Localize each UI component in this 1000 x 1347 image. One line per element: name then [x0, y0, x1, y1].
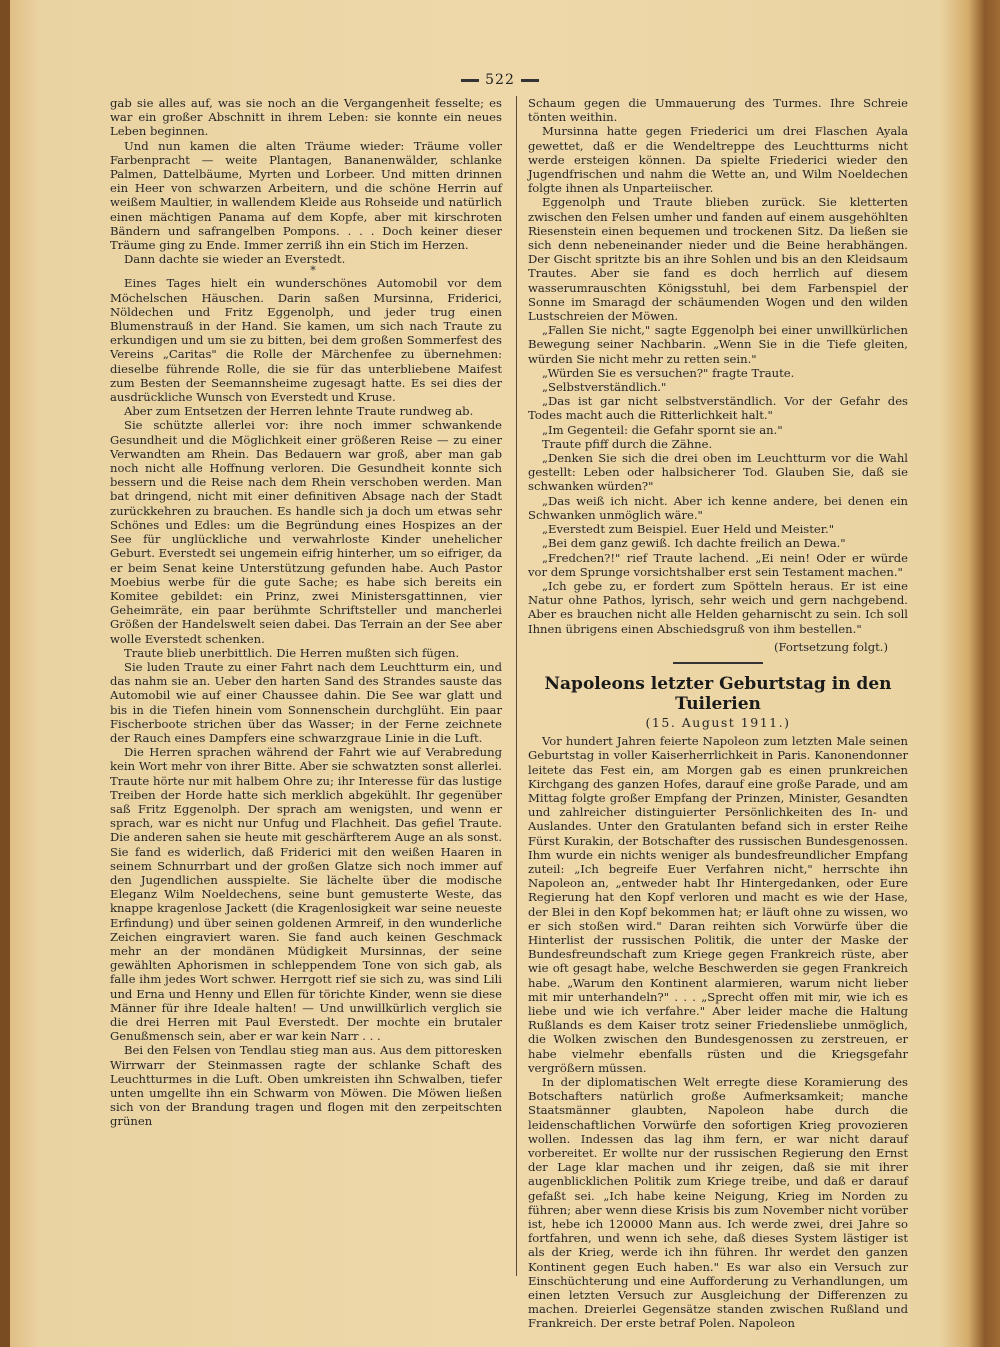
section-star: * — [310, 264, 316, 278]
binding-gutter — [0, 0, 10, 1347]
paragraph: Traute pfiff durch die Zähne. — [542, 436, 713, 451]
page-number: 522 — [485, 72, 515, 88]
paragraph: gab sie alles auf, was sie noch an die Vergangenheit fesselte; es war ein großer Abschnitt in ihrem Leben: sie konnte ein neues Leben beginnen. — [110, 96, 502, 139]
paragraph: „Fallen Sie nicht," sagte Eggenolph bei einer unwillkürlichen Bewegung seiner Nachbarin. „Wenn Sie in die Tiefe gleiten, würden Sie nicht mehr zu retten sein." — [528, 323, 908, 366]
paragraph: Eggenolph und Traute blieben zurück. Sie kletterten zwischen den Felsen umher und fanden auf einem ausgehöhlten Riesenstein einen bequemen und trockenen Sitz. Da ließen sie sich denn nebeneinander nieder und die Beine herabhängen. Der Gischt spritzte bis an ihre Sohlen und bis an den Kleidsaum Trautes. Aber sie fand es doch herrlich auf diesem wasserumrauschten Königsstuhl, bei dem Farbenspiel der Sonne im Smaragd der schäumenden Wogen und den wilden Lustschreien der Möwen. — [528, 195, 908, 324]
paragraph: „Denken Sie sich die drei oben im Leuchtturm vor die Wahl gestellt: Leben oder halbsicherer Tod. Glauben Sie, daß sie schwanken würden?" — [528, 451, 908, 494]
paragraph: Und nun kamen die alten Träume wieder: Träume voller Farbenpracht — weite Plantagen, Bananenwälder, schlanke Palmen, Dattelbäume, Myrten und Lorbeer. Und mitten drinnen ein Heer von schwarzen Arbeitern, und die schöne Herrin auf weißem Maultier, in wallendem Kleide aus Rohseide und natürlich einen mächtigen Panama auf dem Kopfe, aber mit kirschroten Bändern und safrangelben Pompons. . . . Doch keiner dieser Träume ging zu Ende. Immer zerriß ihn ein Stich im Herzen. — [110, 138, 502, 253]
paragraph: „Das weiß ich nicht. Aber ich kenne andere, bei denen ein Schwanken unmöglich wäre." — [528, 493, 908, 522]
page-header — [0, 72, 1000, 88]
paragraph: Traute blieb unerbittlich. Die Herren mußten sich fügen. — [124, 645, 460, 660]
paragraph: „Im Gegenteil: die Gefahr spornt sie an." — [542, 422, 783, 437]
header-dash-left — [461, 79, 479, 82]
paragraph: „Fredchen?!" rief Traute lachend. „Ei nein! Oder er würde vor dem Sprunge vorsichtshalber erst sein Testament machen." — [528, 550, 908, 579]
paragraph: „Everstedt zum Beispiel. Euer Held und Meister." — [542, 522, 835, 537]
paragraph: „Selbstverständlich." — [542, 380, 667, 395]
paragraph: Aber zum Entsetzen der Herren lehnte Traute rundweg ab. — [124, 404, 474, 419]
column-divider — [516, 96, 517, 1276]
left-column — [110, 96, 502, 1129]
article-dateline: (15. August 1911.) — [645, 714, 791, 730]
paragraph: Eines Tages hielt ein wunderschönes Automobil vor dem Möchelschen Häuschen. Darin saßen Mursinna, Friderici, Nöldechen und Fritz Eggenolph, und jeder trug einen Blumenstrauß in der Hand. Sie kamen, um sich nach Traute zu erkundigen und um sie zu bitten, bei dem großen Sommerfest des Vereins „Caritas" die Rolle der Märchenfee zu übernehmen: dieselbe führende Rolle, die sie für das unterbliebene Maifest zum Besten der Seemannsheime zugesagt hatte. Es sei dies der ausdrückliche Wunsch von Everstedt und Kruse. — [110, 276, 502, 405]
article-headline: Napoleons letzter Geburtstag in den Tuilerien — [544, 673, 892, 714]
header-dash-right — [521, 79, 539, 82]
right-column — [528, 96, 908, 1331]
paragraph: In der diplomatischen Welt erregte diese Koramierung des Botschafters natürlich große Aufmerksamkeit; manche Staatsmänner glaubten, Napoleon habe durch die leidenschaftlichen Vorwürfe den sofortigen Krieg provozieren wollen. Indessen das lag ihm fern, er war nicht darauf vorbereitet. Er wollte nur der russischen Regierung den Ernst der Lage klar machen und ihr zeigen, daß sie mit ihrer augenblicklichen Politik zum Kriege treibe, und daß er darauf gefaßt sei. „Ich habe keine Neigung, Krieg im Norden zu führen; aber wenn diese Krisis bis zum November nicht vorüber ist, hebe ich 120000 Mann aus. Ich werde zwei, drei Jahre so fortfahren, und wenn ich sehe, daß dieses System lästiger ist als der Krieg, werde ich ihn führen. Ihr werdet den ganzen Kontinent gegen Euch haben." Es war also ein Versuch zur Einschüchterung und eine Aufforderung zu Verhandlungen, um einen letzten Versuch zur Ausgleichung der Differenzen zu machen. Dreierlei Gegensätze standen zwischen Rußland und Frankreich. Der erste betraf Polen. Napoleon — [528, 1075, 908, 1331]
paragraph: Sie luden Traute zu einer Fahrt nach dem Leuchtturm ein, und das nahm sie an. Ueber den harten Sand des Strandes sauste das Automobil wie auf einer Chaussee dahin. Die See war glatt und bis in die Tiefen hinein vom Sonnenschein durchglüht. Ein paar Fischerboote strichen über das Wasser; in der Ferne zeichnete der Rauch eines Dampfers eine schwarzgraue Linie in die Luft. — [110, 659, 502, 745]
continuation-note: (Fortsetzung folgt.) — [773, 639, 888, 654]
story-continuation — [528, 96, 908, 636]
paragraph: Schaum gegen die Ummauerung des Turmes. Ihre Schreie tönten weithin. — [528, 96, 908, 125]
paragraph: Mursinna hatte gegen Friederici um drei Flaschen Ayala gewettet, daß er die Wendeltreppe des Leuchtturms nicht werde ersteigen können. Da spielte Friederici wieder den Jugendfrischen und nahm die Wette an, und Wilm Noeldechen folgte ihnen als Unparteiischer. — [528, 124, 908, 196]
paragraph: „Bei dem ganz gewiß. Ich dachte freilich an Dewa." — [542, 536, 846, 551]
article-body — [528, 734, 908, 1331]
paragraph: Sie schützte allerlei vor: ihre noch immer schwankende Gesundheit und die Möglichkeit einer größeren Reise — zu einer Verwandten am Rhein. Das Bedauern war groß, aber man gab noch nicht alle Hoffnung verloren. Die Gesundheit konnte sich bessern und die Reise nach dem Rhein verschoben werden. Man bat dringend, nicht mit einer definitiven Absage nach der Stadt zurückkehren zu brauchen. Es handle sich ja doch um etwas sehr Schönes und Edles: um die Begründung eines Hospizes an der See für unglückliche und verwahrloste Kinder unehelicher Geburt. Everstedt sei ungemein eifrig hinterher, um so eifriger, da er beim Senat keine Unterstützung gefunden habe. Auch Pastor Moebius werbe für die gute Sache; es habe sich bereits ein Komitee gebildet: ein Prinz, zwei Ministersgattinnen, vier Geheimräte, ein paar berühmte Schriftsteller und mancherlei Größen der Handelswelt seien dabei. Das Terrain an der See aber wolle Everstedt schenken. — [110, 418, 502, 646]
paragraph: „Ich gebe zu, er fordert zum Spötteln heraus. Er ist eine Natur ohne Pathos, lyrisch, sehr weich und gern nachgebend. Aber es brauchen nicht alle Helden geharnischt zu sein. Ich soll Ihnen übrigens einen Abschiedsgruß von ihm bestellen." — [528, 578, 908, 636]
paragraph: „Würden Sie es versuchen?" fragte Traute. — [542, 365, 795, 380]
paragraph: „Das ist gar nicht selbstverständlich. Vor der Gefahr des Todes macht auch die Ritterlichkeit halt." — [528, 394, 908, 423]
paragraph: Bei den Felsen von Tendlau stieg man aus. Aus dem pittoresken Wirrwarr der Steinmassen ragte der schlanke Schaft des Leuchtturmes in die Luft. Oben umkreisten ihn Schwalben, tiefer unten umgellte ihn ein Schwarm von Möwen. Die Möwen ließen sich von der Brandung tragen und flogen mit den zerpeitschten grünen — [110, 1043, 502, 1129]
article-separator — [673, 662, 763, 664]
paragraph: Dann dachte sie wieder an Everstedt. — [124, 252, 346, 267]
paragraph: Vor hundert Jahren feierte Napoleon zum letzten Male seinen Geburtstag in voller Kaiserherrlichkeit in Paris. Kanonendonner leitete das Fest ein, am Morgen gab es einen prunkreichen Kirchgang des ganzen Hofes, darauf eine große Parade, und am Mittag folgte großer Empfang der Prinzen, Minister, Gesandten und zahlreicher distinguierter Persönlichkeiten des In- und Auslandes. Unter den Gratulanten befand sich in erster Reihe Fürst Kurakin, der Botschafter des russischen Bundesgenossen. Ihm wurde ein nichts weniger als bundesfreundlicher Empfang zuteil: „Ich begreife Euer Verfahren nicht," herrschte ihn Napoleon an, „entweder habt Ihr Hintergedanken, oder Eure Regierung hat den Kopf verloren und macht es wie der Hase, der Blei in den Kopf bekommen hat; er läuft ohne zu wissen, wo er sich stoßen wird." Daran reihten sich Vorwürfe über die Hinterlist der russischen Politik, die unter der Maske der Bundesfreundschaft zum Kriege gegen Frankreich rüste, aber wie oft gesagt habe, welche Beschwerden sie gegen Frankreich habe. „Warum den Kontinent alarmieren, warum nicht lieber mit mir unterhandeln?" . . . „Sprecht offen mit mir, wie ich es liebe und wie ich verfahre." Aber leider mache die Haltung Rußlands es dem Kaiser trotz seiner Friedensliebe unmöglich, die Wolken zwischen den Bundesgenossen zu zerstreuen, er habe vielmehr ebenfalls rüsten und die Kriegsgefahr vergrößern müssen. — [528, 734, 908, 1075]
paragraph: Die Herren sprachen während der Fahrt wie auf Verabredung kein Wort mehr von ihrer Bitte. Aber sie schwatzten sonst allerlei. Traute hörte nur mit halbem Ohre zu; ihr Interesse für das lustige Treiben der Horde hatte sich merklich abgekühlt. Ihr gegenüber saß Fritz Eggenolph. Der sprach am wenigsten, und wenn er sprach, war es nicht nur Unfug und Flachheit. Das gefiel Traute. Die anderen sahen sie heute mit geschärfterem Auge an als sonst. Sie fand es widerlich, daß Friderici mit den weißen Haaren in seinem Schnurrbart und der großen Glatze sich noch immer auf den Jugendlichen ausspielte. Sie lächelte über die modische Eleganz Wilm Noeldechens, seine bunt gemusterte Weste, das knappe kragenlose Jackett (die Kragenlosigkeit war seine neueste Erfindung) und über seinen goldenen Armreif, in den wunderliche Zeichen eingraviert waren. Sie fand auch keinen Geschmack mehr an der mondänen Müdigkeit Mursinnas, der seine gewählten Aphorismen in schleppendem Tone von sich gab, als falle ihm jedes Wort schwer. Herrgott rief sie sich zu, was sind Lili und Erna und Henny und Ellen für törichte Kinder, wenn sie diese Männer für ihre Ideale halten! — Und unwillkürlich verglich sie die drei Herren mit Paul Everstedt. Der mochte ein brutaler Genußmensch sein, aber er war kein Narr . . . — [110, 745, 502, 1044]
